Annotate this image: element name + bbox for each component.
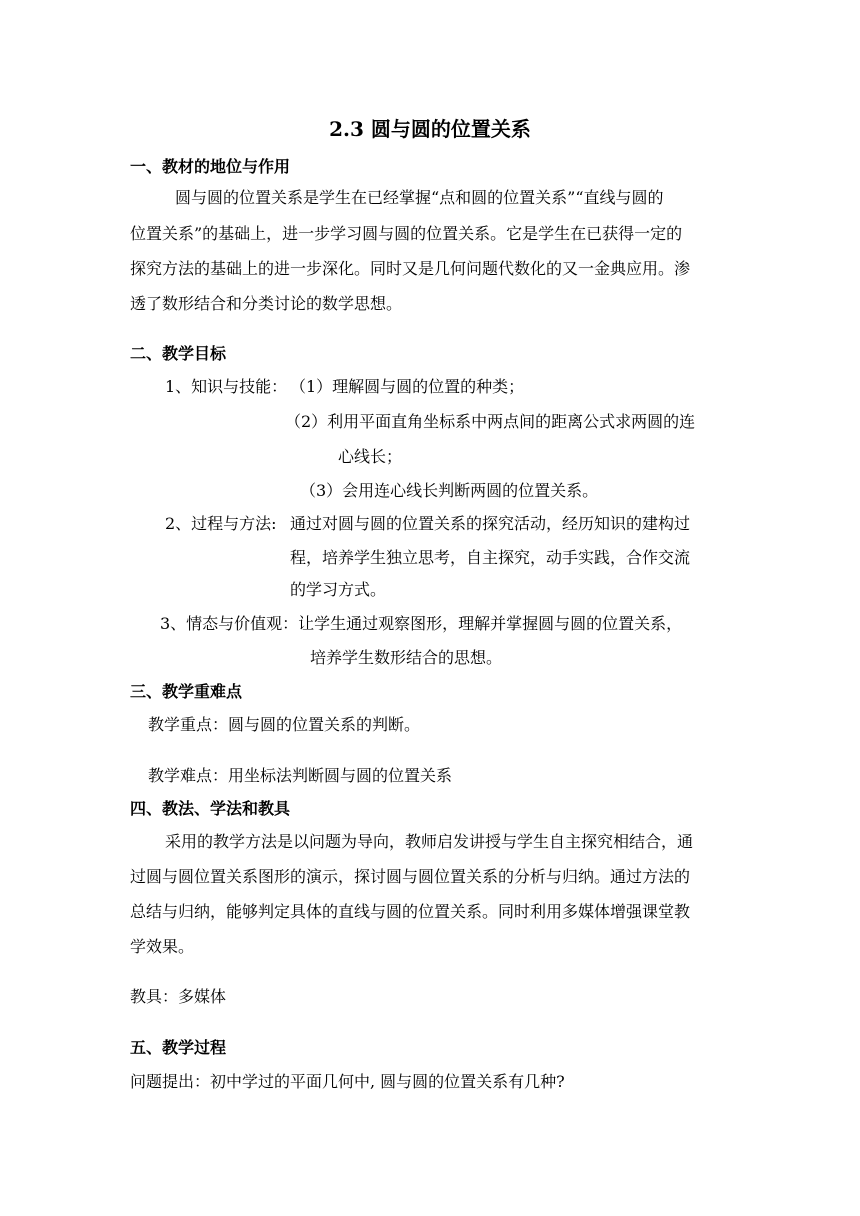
question-line: 问题提出：初中学过的平面几何中, 圆与圆的位置关系有几种? bbox=[130, 1072, 565, 1091]
paragraph-line: 总结与归纳，能够判定具体的直线与圆的位置关系。同时利用多媒体增强课堂教 bbox=[130, 902, 691, 921]
objective-item: 程，培养学生独立思考，自主探究，动手实践，合作交流 bbox=[290, 548, 691, 567]
difficult-point: 教学难点：用坐标法判断圆与圆的位置关系 bbox=[148, 766, 453, 785]
paragraph-line: 过圆与圆位置关系图形的演示，探讨圆与圆位置关系的分析与归纳。通过方法的 bbox=[130, 867, 691, 886]
section-heading-5: 五、教学过程 bbox=[130, 1038, 227, 1057]
objective-item: （3）会用连心线长判断两圆的位置关系。 bbox=[300, 481, 599, 500]
objective-item: （1）理解圆与圆的位置的种类； bbox=[290, 377, 525, 396]
teaching-tools: 教具：多媒体 bbox=[130, 987, 227, 1006]
objective-item: （2）利用平面直角坐标系中两点间的距离公式求两圆的连 bbox=[285, 412, 696, 431]
key-point: 教学重点：圆与圆的位置关系的判断。 bbox=[148, 715, 421, 734]
paragraph-line: 透了数形结合和分类讨论的数学思想。 bbox=[130, 294, 403, 313]
paragraph-line: 探究方法的基础上的进一步深化。同时又是几何问题代数化的又一金典应用。渗 bbox=[130, 259, 691, 278]
objective-label-knowledge: 1、知识与技能： bbox=[165, 377, 288, 396]
objective-item: 心线长； bbox=[338, 447, 403, 466]
objective-item: 的学习方式。 bbox=[290, 580, 387, 599]
section-heading-4: 四、教法、学法和教具 bbox=[130, 799, 291, 818]
section-heading-2: 二、教学目标 bbox=[130, 344, 227, 363]
paragraph-line: 位置关系”的基础上，进一步学习圆与圆的位置关系。它是学生在已获得一定的 bbox=[130, 224, 683, 243]
objective-item: 通过对圆与圆的位置关系的探究活动，经历知识的建构过 bbox=[290, 514, 691, 533]
page-title: 2.3 圆与圆的位置关系 bbox=[329, 117, 531, 141]
paragraph-line: 圆与圆的位置关系是学生在已经掌握“点和圆的位置关系”“直线与圆的 bbox=[175, 188, 664, 207]
paragraph-line: 采用的教学方法是以问题为导向，教师启发讲授与学生自主探究相结合，通 bbox=[165, 832, 694, 851]
objective-item: 培养学生数形结合的思想。 bbox=[310, 648, 503, 667]
section-heading-3: 三、教学重难点 bbox=[130, 682, 243, 701]
paragraph-line: 学效果。 bbox=[130, 937, 195, 956]
objective-label-process: 2、过程与方法: bbox=[165, 514, 277, 533]
objective-label-values: 3、情态与价值观：让学生通过观察图形，理解并掌握圆与圆的位置关系， bbox=[160, 614, 683, 633]
section-heading-1: 一、教材的地位与作用 bbox=[130, 157, 291, 176]
